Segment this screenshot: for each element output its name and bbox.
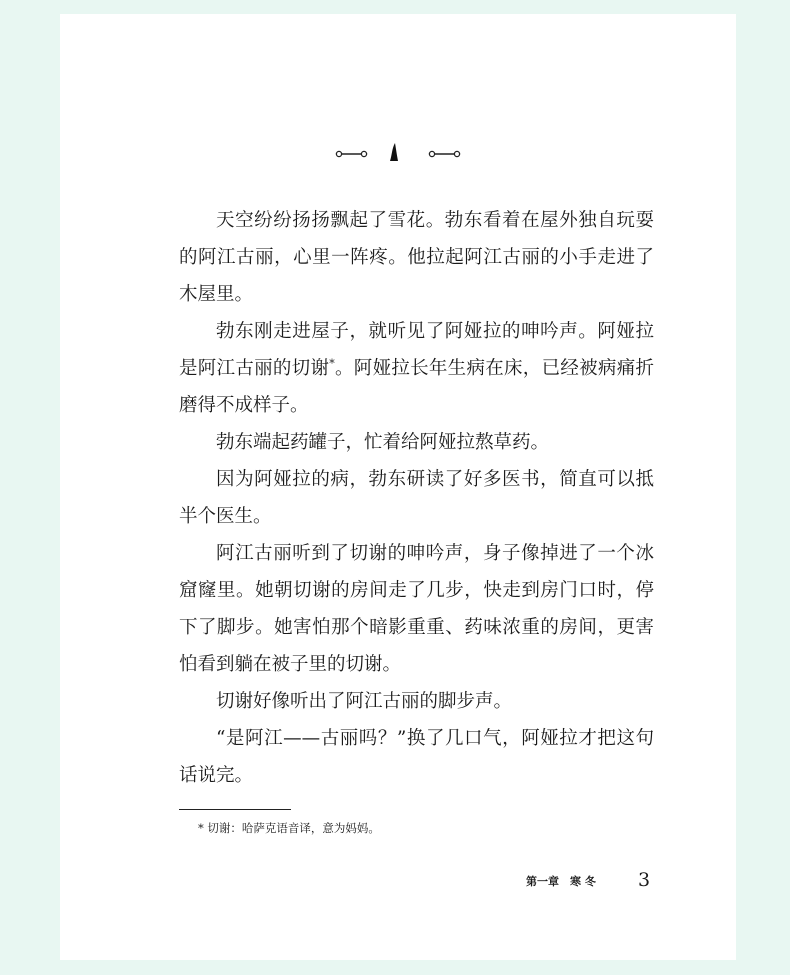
- paragraph: 因为阿娅拉的病，勃东研读了好多医书，简直可以抵半个医生。: [179, 469, 654, 527]
- footnote: * 切谢：哈萨克语音译，意为妈妈。: [198, 821, 380, 835]
- chapter-heading: [60, 138, 736, 168]
- paragraph: 切谢好像听出了阿江古丽的脚步声。: [216, 691, 513, 712]
- paragraph-text: 。阿娅拉长年生病在床，已经被病痛折磨得不成样子。: [179, 358, 654, 416]
- footnote-marker: *: [329, 356, 335, 370]
- paragraph-text: 勃东刚走进屋子，就听见了阿娅拉的呻吟声。阿娅拉是阿江古丽的切谢: [179, 321, 654, 379]
- page-number: 3: [638, 869, 651, 891]
- running-footer-chapter: 第一章 寒 冬: [526, 875, 596, 888]
- paragraph: 勃东端起药罐子，忙着给阿娅拉熬草药。: [216, 432, 550, 453]
- paragraph: 天空纷纷扬扬飘起了雪花。勃东看着在屋外独自玩耍的阿江古丽，心里一阵疼。他拉起阿江古丽的小手走进了木屋里。: [179, 210, 654, 305]
- paragraph: [179, 313, 654, 424]
- paragraph: “是阿江——古丽吗？”换了几口气，阿娅拉才把这句话说完。: [179, 728, 654, 786]
- paragraph: 阿江古丽听到了切谢的呻吟声，身子像掉进了一个冰窟窿里。她朝切谢的房间走了几步，快走到房门口时，停下了脚步。她害怕那个暗影重重、药味浓重的房间，更害怕看到躺在被子里的切谢。: [179, 543, 654, 675]
- chapter-ornament-icon: [328, 138, 468, 168]
- chapter-body: [179, 202, 654, 794]
- chapter-number-glyph: [390, 143, 398, 161]
- book-page: [60, 14, 736, 960]
- footnote-divider: [179, 809, 291, 810]
